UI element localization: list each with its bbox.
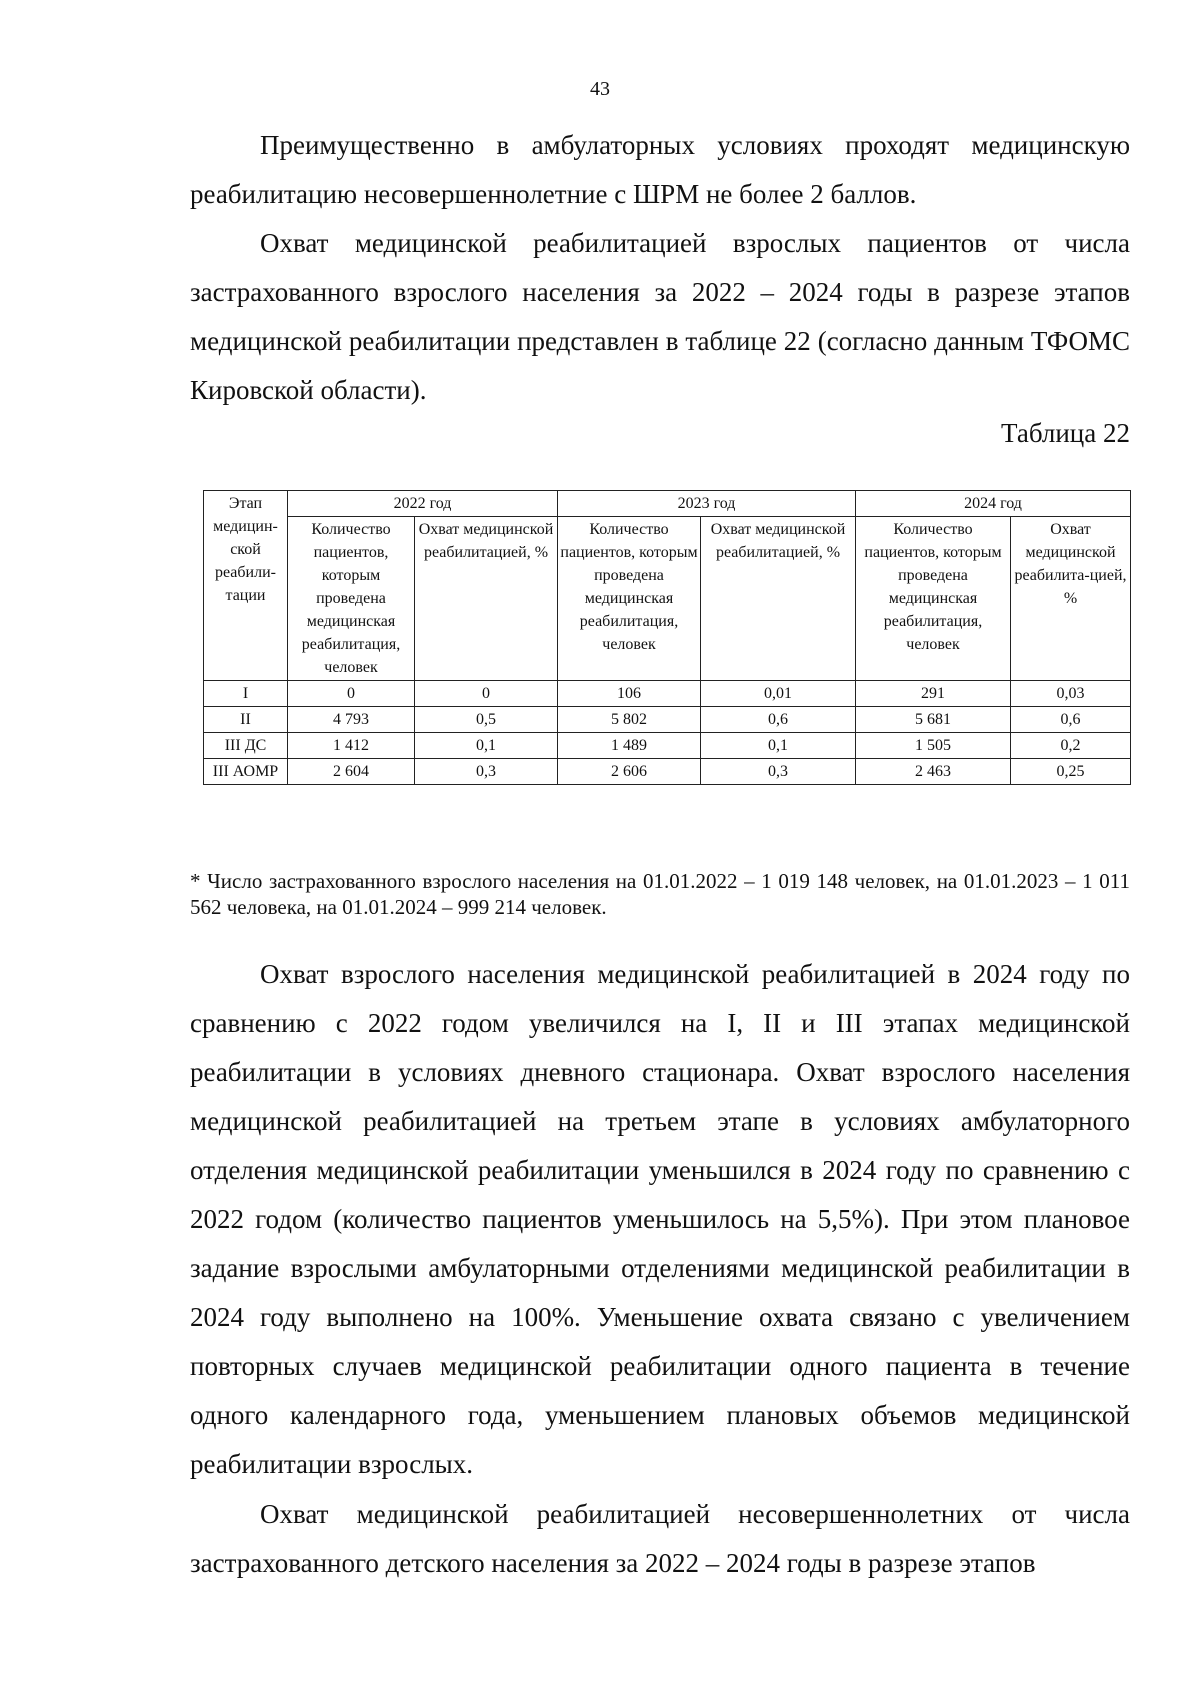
table-row	[204, 707, 1131, 733]
value-cell: 5 802	[558, 707, 701, 733]
value-cell: 0,3	[415, 759, 558, 785]
value-cell: 0,03	[1011, 681, 1131, 707]
value-cell: 0	[288, 681, 415, 707]
value-cell: 1 505	[856, 733, 1011, 759]
value-cell: 1 489	[558, 733, 701, 759]
table-label: Таблица 22	[1001, 418, 1130, 448]
sub-header-patients-2023: Количество пациентов, которым проведена медицинская реабилитация, человек	[558, 517, 701, 681]
year-header-2024: 2024 год	[856, 491, 1131, 517]
value-cell: 0,5	[415, 707, 558, 733]
value-cell: 2 606	[558, 759, 701, 785]
stage-cell: III АОМР	[204, 759, 288, 785]
table-row	[204, 681, 1131, 707]
stage-cell: III ДС	[204, 733, 288, 759]
paragraph-1: Преимущественно в амбулаторных условиях проходят медицинскую реабилитацию несовершеннолетние с ШРМ не более 2 баллов.	[190, 130, 1130, 209]
sub-header-patients-2022: Количество пациентов, которым проведена медицинская реабилитация, человек	[288, 517, 415, 681]
paragraph-3: Охват взрослого населения медицинской реабилитацией в 2024 году по сравнению с 2022 годом увеличился на I, II и III этапах медицинской реабилитации в условиях дневного стационара. Охват взрослого населения медицинской реабилитацией на третьем этапе в условиях амбулаторного отделения медицинской реабилитации уменьшился в 2024 году по сравнению с 2022 годом (количество пациентов уменьшилось на 5,5%). При этом плановое задание взрослыми амбулаторными отделениями медицинской реабилитации в 2024 году выполнено на 100%. Уменьшение охвата связано с увеличением повторных случаев медицинской реабилитации одного пациента в течение одного календарного года, уменьшением плановых объемов медицинской реабилитации взрослых.	[190, 959, 1130, 1479]
sub-header-patients-2024: Количество пациентов, которым проведена медицинская реабилитация, человек	[856, 517, 1011, 681]
value-cell: 2 463	[856, 759, 1011, 785]
stage-cell: II	[204, 707, 288, 733]
value-cell: 1 412	[288, 733, 415, 759]
value-cell: 0,1	[415, 733, 558, 759]
value-cell: 0,6	[1011, 707, 1131, 733]
paragraph-2: Охват медицинской реабилитацией взрослых пациентов от числа застрахованного взрослого населения за 2022 – 2024 годы в разрезе этапов медицинской реабилитации представлен в таблице 22 (согласно данным ТФОМС Кировской области).	[190, 228, 1130, 405]
table-row	[204, 759, 1131, 785]
page-number: 43	[590, 78, 610, 100]
value-cell: 291	[856, 681, 1011, 707]
value-cell: 2 604	[288, 759, 415, 785]
value-cell: 0	[415, 681, 558, 707]
value-cell: 5 681	[856, 707, 1011, 733]
value-cell: 106	[558, 681, 701, 707]
value-cell: 0,1	[701, 733, 856, 759]
value-cell: 4 793	[288, 707, 415, 733]
table-row	[204, 733, 1131, 759]
year-header-2023: 2023 год	[558, 491, 856, 517]
sub-header-coverage-2024: Охват медицинской реабилита-цией, %	[1011, 517, 1131, 681]
sub-header-coverage-2022: Охват медицинской реабилитацией, %	[415, 517, 558, 681]
rehabilitation-table	[203, 490, 1131, 785]
value-cell: 0,3	[701, 759, 856, 785]
sub-header-coverage-2023: Охват медицинской реабилитацией, %	[701, 517, 856, 681]
paragraph-4: Охват медицинской реабилитацией несовершеннолетних от числа застрахованного детского населения за 2022 – 2024 годы в разрезе этапов	[190, 1499, 1130, 1578]
value-cell: 0,25	[1011, 759, 1131, 785]
value-cell: 0,6	[701, 707, 856, 733]
year-header-2022: 2022 год	[288, 491, 558, 517]
value-cell: 0,2	[1011, 733, 1131, 759]
stage-cell: I	[204, 681, 288, 707]
table-footnote: * Число застрахованного взрослого населения на 01.01.2022 – 1 019 148 человек, на 01.01.2023 – 1 011 562 человека, на 01.01.2024 – 999 214 человек.	[190, 869, 1130, 919]
value-cell: 0,01	[701, 681, 856, 707]
stage-header: Этап медицин-ской реабили-тации	[204, 491, 288, 681]
